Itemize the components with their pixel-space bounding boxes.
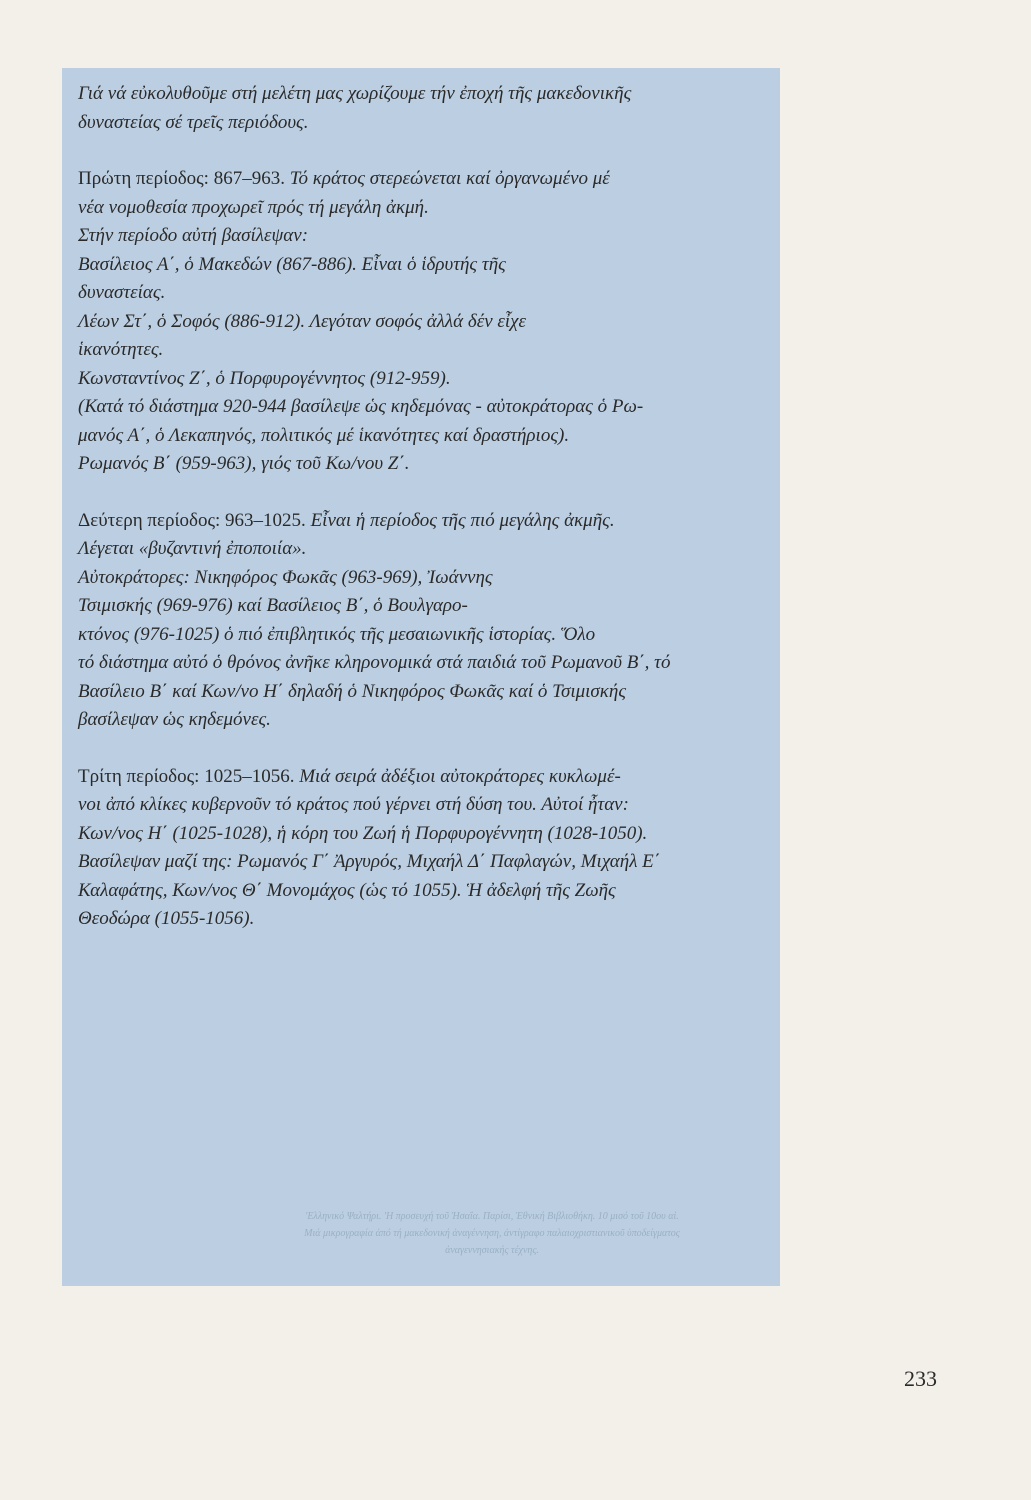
period3-line: Βασίλεψαν μαζί της: Ρωμανός Γ΄ Ἀργυρός, Μιχαήλ Δ΄ Παφλαγών, Μιχαήλ Ε΄ [78,851,661,872]
faded-caption-line: ἀναγεννησιακής τέχνης. [445,1245,539,1256]
period1-line: Τό κράτος στερεώνεται καί ὀργανωμένο μέ [284,168,610,189]
period1-line: ἱκανότητες. [78,339,164,360]
faded-caption-line: 'Ελληνικό Ψαλτήρι. 'Η προσευχή τοῦ Ἠσαΐα. Παρίσι, Ἐθνική Βιβλιοθήκη. 10 μισό τοῦ 10ου αἰ. [305,1211,679,1222]
period2-line: Τσιμισκής (969-976) καί Βασίλειος Β΄, ὁ Βουλγαρο- [78,595,468,616]
period2-line: Αὐτοκράτορες: Νικηφόρος Φωκᾶς (963-969), Ἰωάννης [78,566,493,588]
period3-line: Μιά σειρά ἀδέξιοι αὐτοκράτορες κυκλωμέ- [294,765,621,787]
period2-line: τό διάστημα αὐτό ὁ θρόνος ἀνῆκε κληρονομικά στά παιδιά τοῦ Ρωμανοῦ Β΄, τό [78,652,671,673]
period1-line: Ρωμανός Β΄ (959-963), γιός τοῦ Κω/νου Ζ΄. [78,453,410,474]
period3-line: Κων/νος Η΄ (1025-1028), ἡ κόρη του Ζωή ἡ Πορφυρογέννητη (1028-1050). [78,822,648,844]
period2-line: βασίλεψαν ὡς κηδεμόνες. [78,709,271,730]
period2-heading: Δεύτερη περίοδος: 963–1025. [78,509,306,531]
page-number: 233 [904,1366,937,1391]
period1-line: νέα νομοθεσία προχωρεῖ πρός τή μεγάλη ἀκμή. [78,196,429,218]
faded-caption [232,1208,752,1259]
period1-line: δυναστείας. [78,282,166,303]
period1-paragraph [78,165,778,194]
period3-paragraph [78,763,778,792]
period2-line: Βασίλειο Β΄ καί Κων/νο Η΄ δηλαδή ὁ Νικηφόρος Φωκᾶς καί ὁ Τσιμισκής [78,680,627,702]
period2-line: Εἶναι ἡ περίοδος τῆς πιό μεγάλης ἀκμῆς. [305,509,615,531]
period3-line: Καλαφάτης, Κων/νος Θ΄ Μονομάχος (ὡς τό 1055). Ἡ ἀδελφή τῆς Ζωῆς [78,879,616,901]
period2-line: κτόνος (976-1025) ὁ πιό ἐπιβλητικός τῆς μεσαιωνικῆς ἱστορίας. Ὅλο [78,623,596,645]
period3-line: νοι ἀπό κλίκες κυβερνοῦν τό κράτος πού γέρνει στή δύση του. Αὐτοί ἦταν: [78,794,629,815]
period1-line: Κωνσταντίνος Ζ΄, ὁ Πορφυρογέννητος (912-959). [78,367,451,389]
period1-line: Στήν περίοδο αὐτή βασίλεψαν: [78,225,309,246]
period1-heading: Πρώτη περίοδος: 867–963. [78,168,285,189]
period3-line: Θεοδώρα (1055-1056). [78,908,255,929]
main-text [78,80,778,934]
faded-caption-line: Μιά μικρογραφία ἀπό τή μακεδονική ἀναγέννηση, ἀντίγραφο παλαιοχριστιανικοῦ ὑποδείγματος [304,1228,680,1239]
period1-line: Βασίλειος Α΄, ὁ Μακεδών (867-886). Εἶναι ὁ ἱδρυτής τῆς [78,253,506,275]
period2-paragraph [78,507,778,536]
period2-line: Λέγεται «βυζαντινή ἐποποιία». [78,538,307,559]
intro-line: Γιά νά εὐκολυθοῦμε στή μελέτη μας χωρίζουμε τήν ἐποχή τῆς μακεδονικῆς [78,83,632,104]
period3-heading: Τρίτη περίοδος: 1025–1056. [78,765,295,787]
period1-line: μανός Α΄, ὁ Λεκαπηνός, πολιτικός μέ ἱκανότητες καί δραστήριος). [78,424,570,446]
period1-line: Λέων Στ΄, ὁ Σοφός (886-912). Λεγόταν σοφός ἀλλά δέν εἶχε [78,310,526,332]
period1-line: (Κατά τό διάστημα 920-944 βασίλεψε ὡς κηδεμόνας - αὐτοκράτορας ὁ Ρω- [78,396,644,417]
intro-line: δυναστείας σέ τρεῖς περιόδους. [78,111,309,133]
